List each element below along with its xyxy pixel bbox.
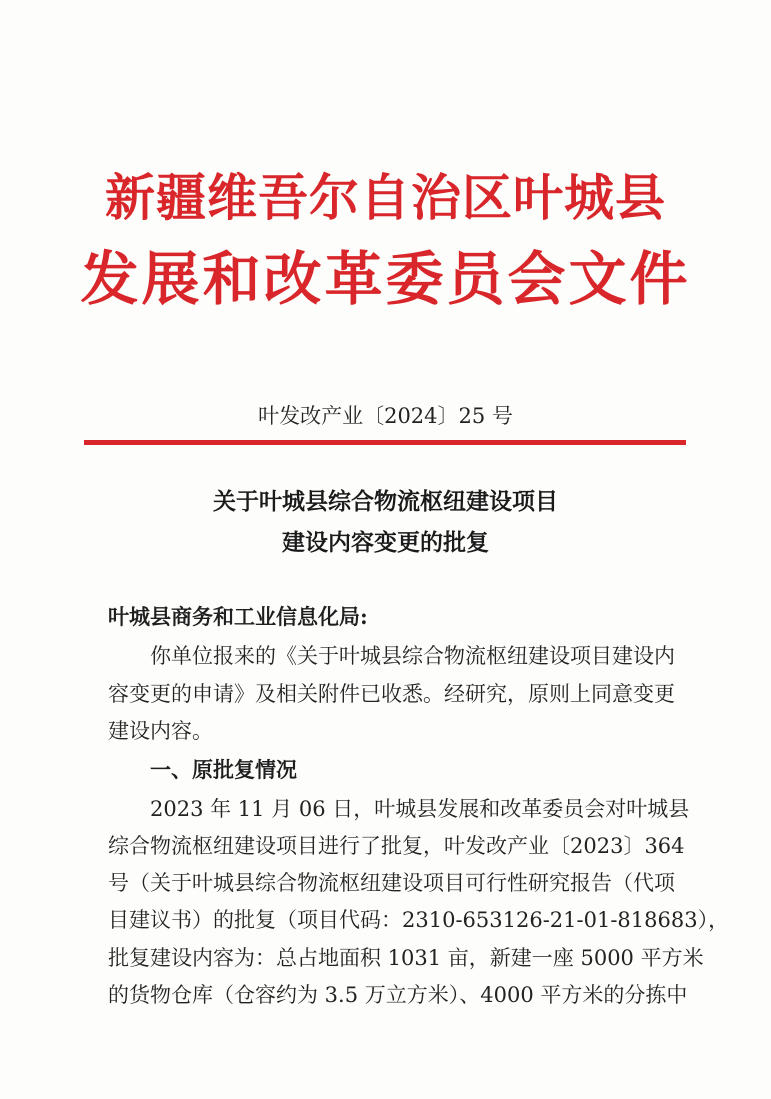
paragraph2-line6: 的货物仓库（仓容约为 3.5 万立方米）、4000 平方米的分拣中 bbox=[108, 983, 688, 1007]
paragraph2-line1: 2023 年 11 月 06 日，叶城县发展和改革委员会对叶城县 bbox=[150, 797, 690, 821]
paragraph2-line3: 号（关于叶城县综合物流枢纽建设项目可行性研究报告（代项 bbox=[108, 871, 675, 895]
paragraph1-line3: 建设内容。 bbox=[108, 719, 213, 743]
paragraph2-line4: 目建议书）的批复（项目代码：2310-653126-21-01-818683）， bbox=[108, 908, 730, 932]
paragraph2-line2: 综合物流枢纽建设项目进行了批复，叶发改产业〔2023〕364 bbox=[108, 834, 685, 858]
section1-heading: 一、原批复情况 bbox=[150, 757, 297, 782]
paragraph2-line5: 批复建设内容为：总占地面积 1031 亩，新建一座 5000 平方米 bbox=[108, 946, 704, 970]
addressee: 叶城县商务和工业信息化局: bbox=[108, 604, 368, 629]
paragraph1-line2: 容变更的申请》及相关附件已收悉。经研究，原则上同意变更 bbox=[108, 682, 675, 706]
document-title-line1: 关于叶城县综合物流枢纽建设项目 bbox=[213, 488, 558, 515]
red-divider-line bbox=[84, 440, 686, 445]
issuing-authority-line2: 发展和改革委员会文件 bbox=[80, 245, 691, 313]
document-title-line2: 建设内容变更的批复 bbox=[282, 529, 489, 556]
paragraph1-line1: 你单位报来的《关于叶城县综合物流枢纽建设项目建设内 bbox=[150, 644, 675, 668]
issuing-authority-line1: 新疆维吾尔自治区叶城县 bbox=[105, 168, 666, 227]
document-number: 叶发改产业〔2024〕25 号 bbox=[258, 404, 513, 428]
